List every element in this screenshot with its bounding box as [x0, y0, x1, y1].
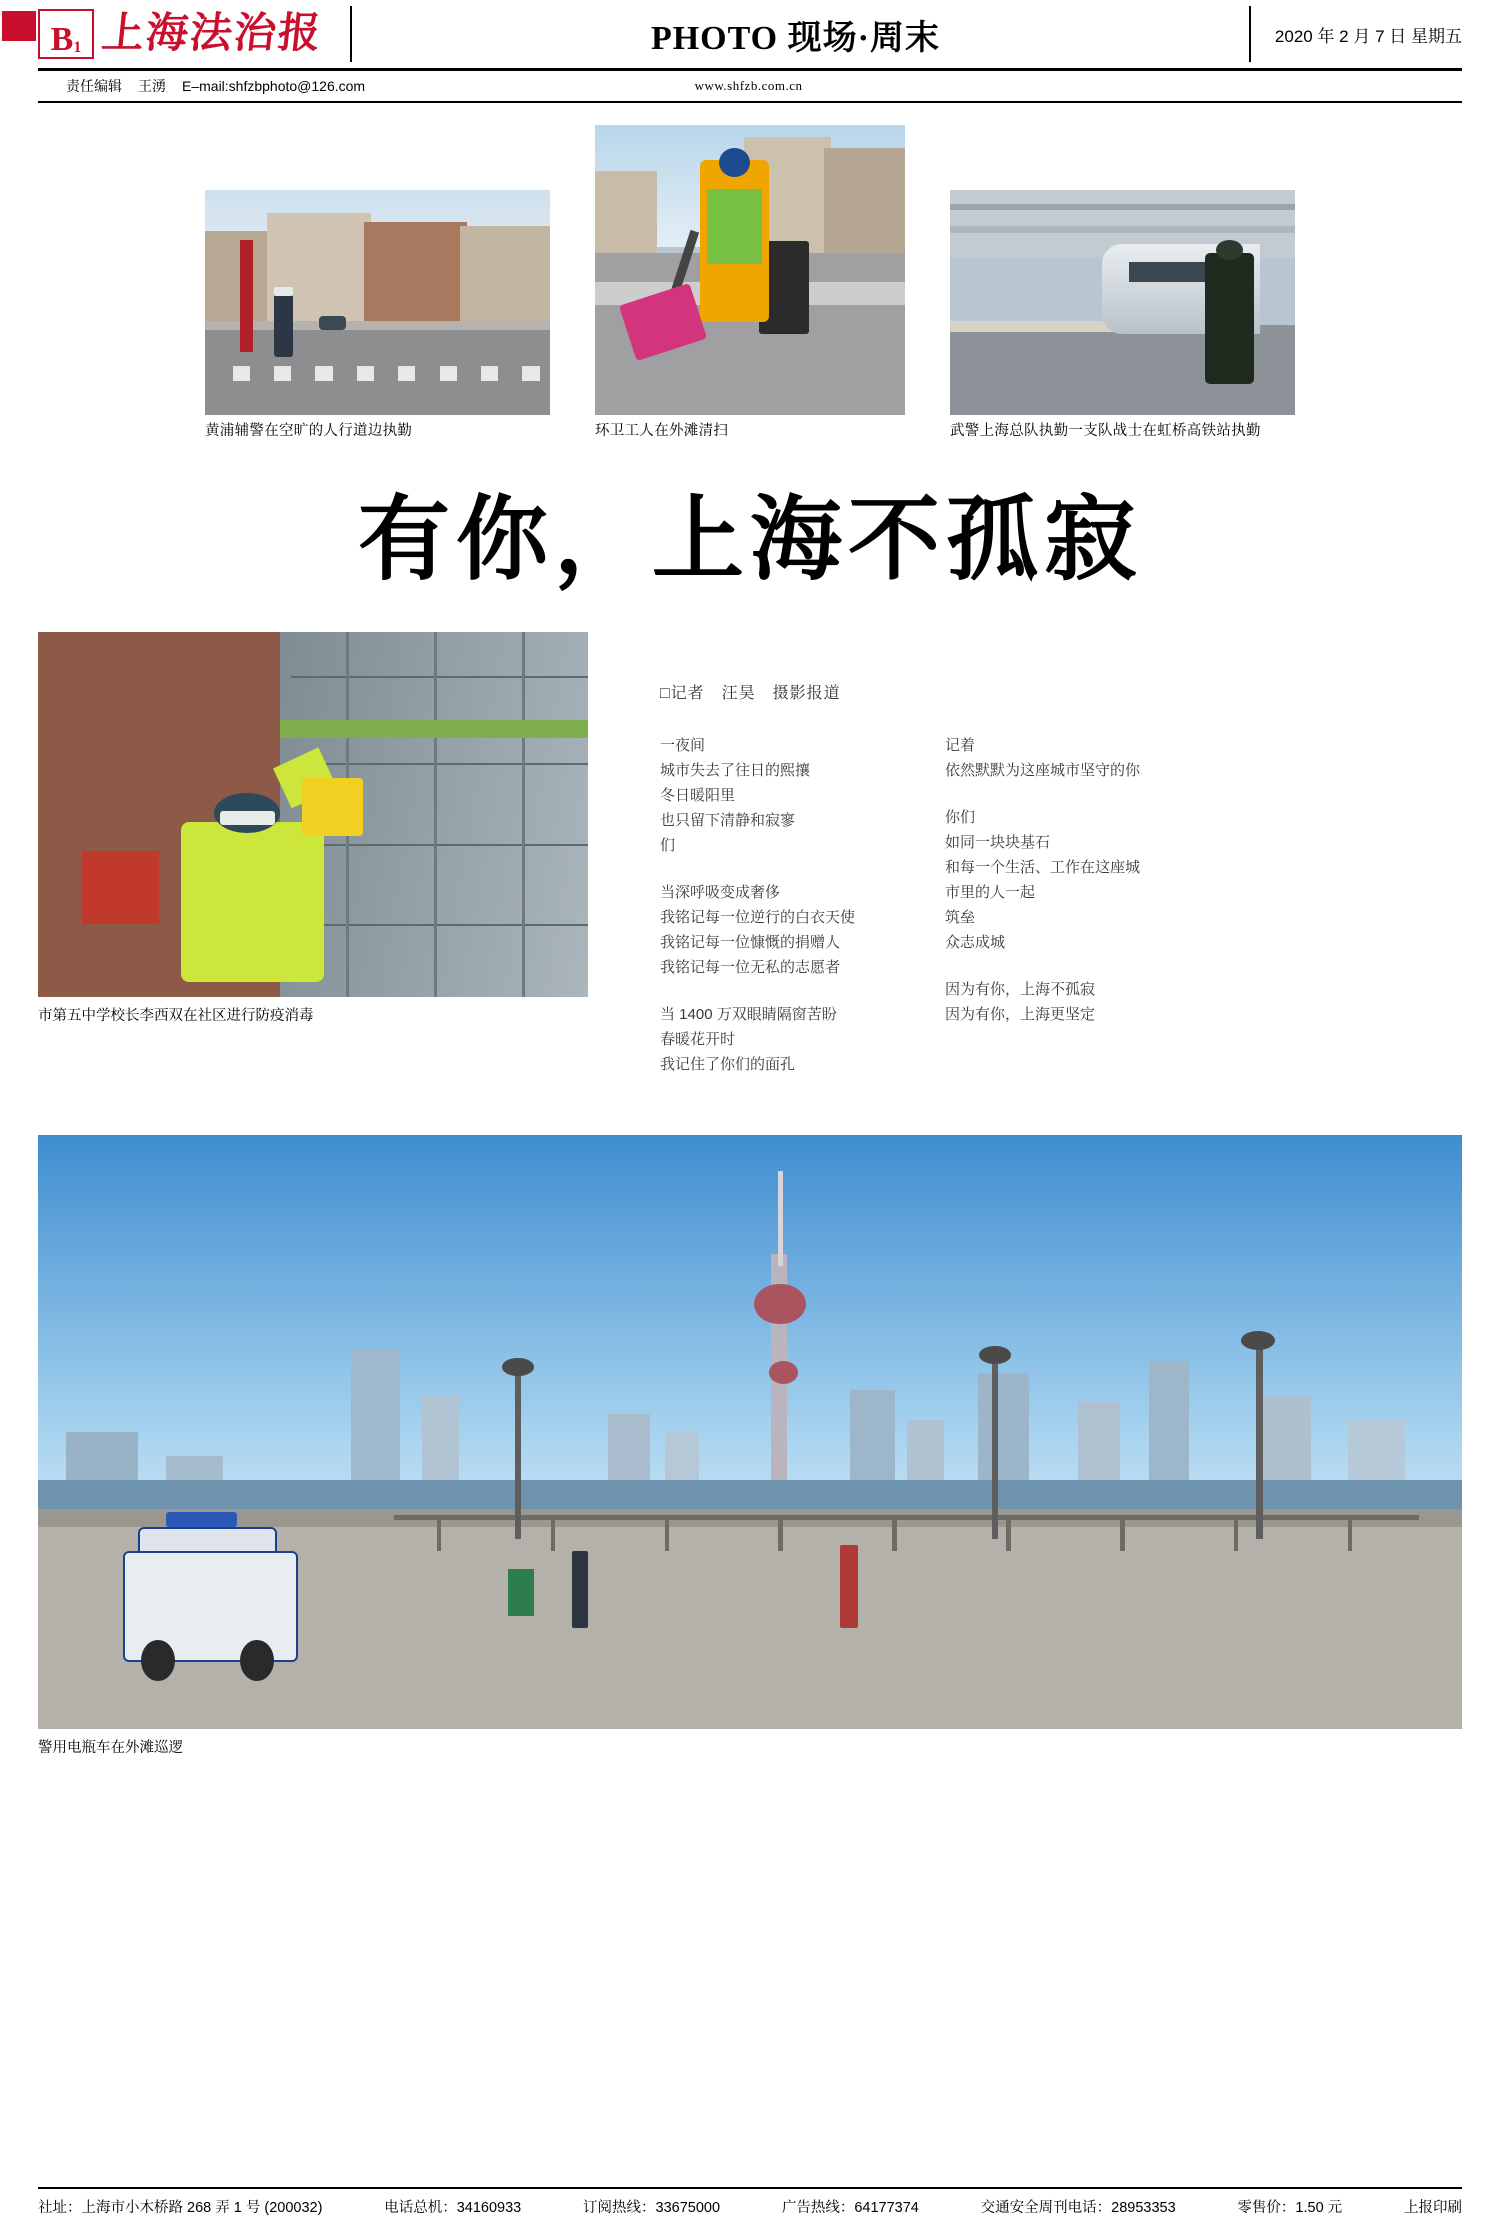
photo-train-station [950, 190, 1295, 415]
photo-school-disinfection [38, 632, 588, 997]
poem-stanza [945, 805, 1220, 955]
byline: □记者 汪昊 摄影报道 [660, 685, 841, 702]
poem-line: 当深呼吸变成奢侈 [660, 884, 781, 901]
editor-email: E–mail:shfzbphoto@126.com [182, 78, 366, 94]
poem-stanza [660, 1002, 935, 1077]
poem-line: 我记住了你们的面孔 [660, 1056, 796, 1073]
masthead-subbar [38, 71, 1462, 103]
issue-date: 2020 年 2 月 7 日 星期五 [1249, 6, 1462, 62]
page-footer [38, 2187, 1462, 2217]
photo-block-station [950, 190, 1295, 440]
page-number-badge [38, 9, 94, 59]
poem-stanza [945, 733, 1220, 783]
poem-line: 城市失去了往日的熙攘 [660, 762, 811, 779]
poem-section [660, 632, 1220, 1099]
photo-police-street [205, 190, 550, 415]
poem-line: 冬日暖阳里 [660, 787, 736, 804]
website-url: www.shfzb.com.cn [694, 78, 803, 93]
page-badge-letter: B [50, 21, 73, 58]
footer-print: 上报印刷 [1403, 2200, 1462, 2216]
poem-line: 我铭记每一位慷慨的捐赠人 [660, 934, 841, 951]
editor-label: 责任编辑 [66, 78, 122, 94]
footer-advertising: 广告热线：64177374 [781, 2200, 919, 2216]
poem-columns [660, 733, 1220, 1099]
poem-line: 你们 [945, 809, 976, 826]
masthead [38, 0, 1462, 71]
caption-sanitation: 环卫工人在外滩清扫 [595, 423, 729, 439]
newspaper-nameplate: 上海法治报 [99, 11, 325, 57]
poem-line: 我铭记每一位无私的志愿者 [660, 959, 841, 976]
poem-line: 因为有你，上海不孤寂 [945, 981, 1096, 998]
poem-line: 众志成城 [945, 934, 1006, 951]
top-photo-row [38, 125, 1462, 440]
footer-traffic-weekly: 交通安全周刊电话：28953353 [980, 2200, 1176, 2216]
footer-switchboard: 电话总机：34160933 [384, 2200, 522, 2216]
footer-price: 零售价：1.50 元 [1237, 2200, 1343, 2216]
poem-line: 市里的人一起 [945, 884, 1036, 901]
poem-stanza [660, 733, 935, 858]
photo-bund-patrol [38, 1135, 1462, 1729]
section-title: PHOTO 现场·周末 [650, 19, 940, 57]
poem-column-2 [935, 733, 1220, 1099]
footer-address: 社址：上海市小木桥路 268 弄 1 号 (200032) [38, 2200, 323, 2216]
poem-line: 一夜间 [660, 737, 706, 754]
poem-line-wrap: 们 [660, 837, 676, 854]
poem-line: 因为有你，上海更坚定 [945, 1006, 1096, 1023]
page-badge-number: 1 [73, 39, 82, 56]
editor-name: 王湧 [138, 78, 166, 94]
poem-line: 如同一块块基石 [945, 834, 1051, 851]
poem-line: 依然默默为这座城市坚守的你 [945, 762, 1141, 779]
photo-sanitation-worker [595, 125, 905, 415]
photo-block-disinfection [38, 632, 588, 1025]
poem-line: 我铭记每一位逆行的白衣天使 [660, 909, 856, 926]
photo-block-bund [38, 1135, 1462, 1757]
caption-station: 武警上海总队执勤一支队战士在虹桥高铁站执勤 [950, 423, 1261, 439]
poem-stanza [660, 880, 935, 980]
poem-line: 也只留下清静和寂寥 [660, 812, 796, 829]
poem-line: 筑垒 [945, 909, 976, 926]
photo-block-police [205, 190, 550, 440]
poem-column-1 [660, 733, 935, 1099]
photo-block-sanitation [595, 125, 905, 440]
caption-disinfection: 市第五中学校长李西双在社区进行防疫消毒 [38, 1008, 314, 1024]
poem-stanza [945, 977, 1220, 1027]
caption-bund: 警用电瓶车在外滩巡逻 [38, 1740, 183, 1756]
caption-police: 黄浦辅警在空旷的人行道边执勤 [205, 423, 413, 439]
poem-line: 当 1400 万双眼睛隔窗苦盼 [660, 1006, 837, 1023]
poem-line: 和每一个生活、工作在这座城 [945, 859, 1141, 876]
middle-section [38, 632, 1462, 1099]
page-headline: 有你，上海不孤寂 [357, 489, 1142, 591]
poem-line: 春暖花开时 [660, 1031, 736, 1048]
poem-line: 记着 [945, 737, 976, 754]
red-corner-block [2, 11, 36, 41]
editor-credit [66, 76, 365, 96]
footer-subscription: 订阅热线：33675000 [583, 2200, 721, 2216]
